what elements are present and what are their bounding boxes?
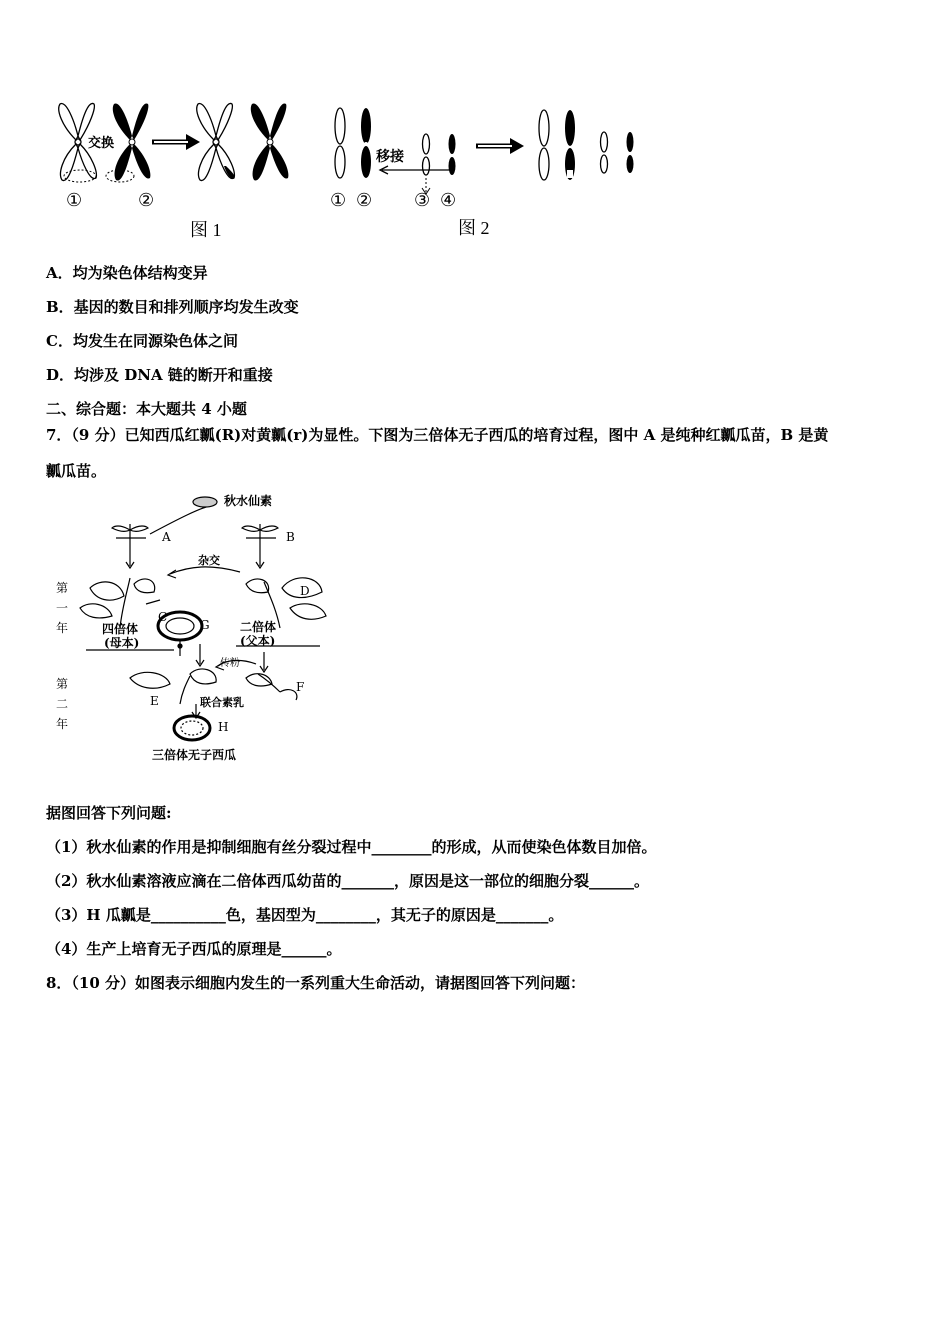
option-a: A．均为染色体结构变异 [46,264,208,282]
figure-1-drawing [50,96,310,246]
label-g: G [200,618,210,632]
label-e: E [150,694,159,708]
exchange-label: 交换 [88,132,114,151]
option-d: D．均涉及 DNA 链的断开和重接 [46,366,273,384]
circle-2-label: ② [356,190,373,210]
pollination-label: 传粉 [220,658,240,669]
year-2-label: 第二年 [56,677,69,731]
label-h: H [218,720,229,734]
watermelon-diagram [50,488,350,768]
label-b: B [286,530,295,544]
colchicine-label: 秋水仙素 [224,494,273,508]
question-7-line-1: 7．（9 分）已知西瓜红瓤(R)对黄瓤(r)为显性。下图为三倍体无子西瓜的培育过程，图中 A 是纯种红瓤瓜苗，B 是黄 [46,426,829,444]
result-label: 三倍体无子西瓜 [152,748,237,762]
circle-3-label: ③ [414,190,431,210]
mother-label: (母本) [104,636,140,650]
tetraploid-label: 四倍体 [102,622,139,636]
father-label: (父本) [240,634,276,648]
question-7-1: （1）秋水仙素的作用是抑制细胞有丝分裂过程中________的形成，从而使染色体数目加倍。 [46,838,657,856]
answer-prompt: 据图回答下列问题: [46,804,172,822]
label-d: D [300,584,310,598]
question-7-4: （4）生产上培育无子西瓜的原理是______。 [46,940,342,958]
question-7-line-2: 瓤瓜苗。 [46,462,107,480]
figure-1 [50,96,310,246]
figure-2-caption: 图 2 [458,218,490,238]
question-7-3: （3）H 瓜瓤是__________色，基因型为________，其无子的原因是_______。 [46,906,564,924]
section-title: 二、综合题：本大题共 4 小题 [46,400,247,418]
year-1-label: 第一年 [56,581,69,635]
circle-2-label: ② [138,190,155,210]
translocation-label: 移接 [376,149,404,165]
hybrid-label: 杂交 [198,554,220,567]
option-b: B．基因的数目和排列顺序均发生改变 [46,298,299,316]
circle-4-label: ④ [440,190,457,210]
circle-1-label: ① [330,190,347,210]
stimulus-label: 联合素乳 [200,696,244,709]
label-a: A [162,530,171,544]
option-c: C．均发生在同源染色体之间 [46,332,238,350]
question-8: 8．（10 分）如图表示细胞内发生的一系列重大生命活动，请据图回答下列问题： [46,974,586,992]
diploid-label: 二倍体 [240,620,277,634]
circle-1-label: ① [66,190,83,210]
label-f: F [296,680,305,694]
label-c: C [158,610,168,624]
figure-1-caption: 图 1 [190,220,222,240]
question-7-2: （2）秋水仙素溶液应滴在二倍体西瓜幼苗的_______，原因是这一部位的细胞分裂______。 [46,872,649,890]
figure-2 [326,96,646,246]
